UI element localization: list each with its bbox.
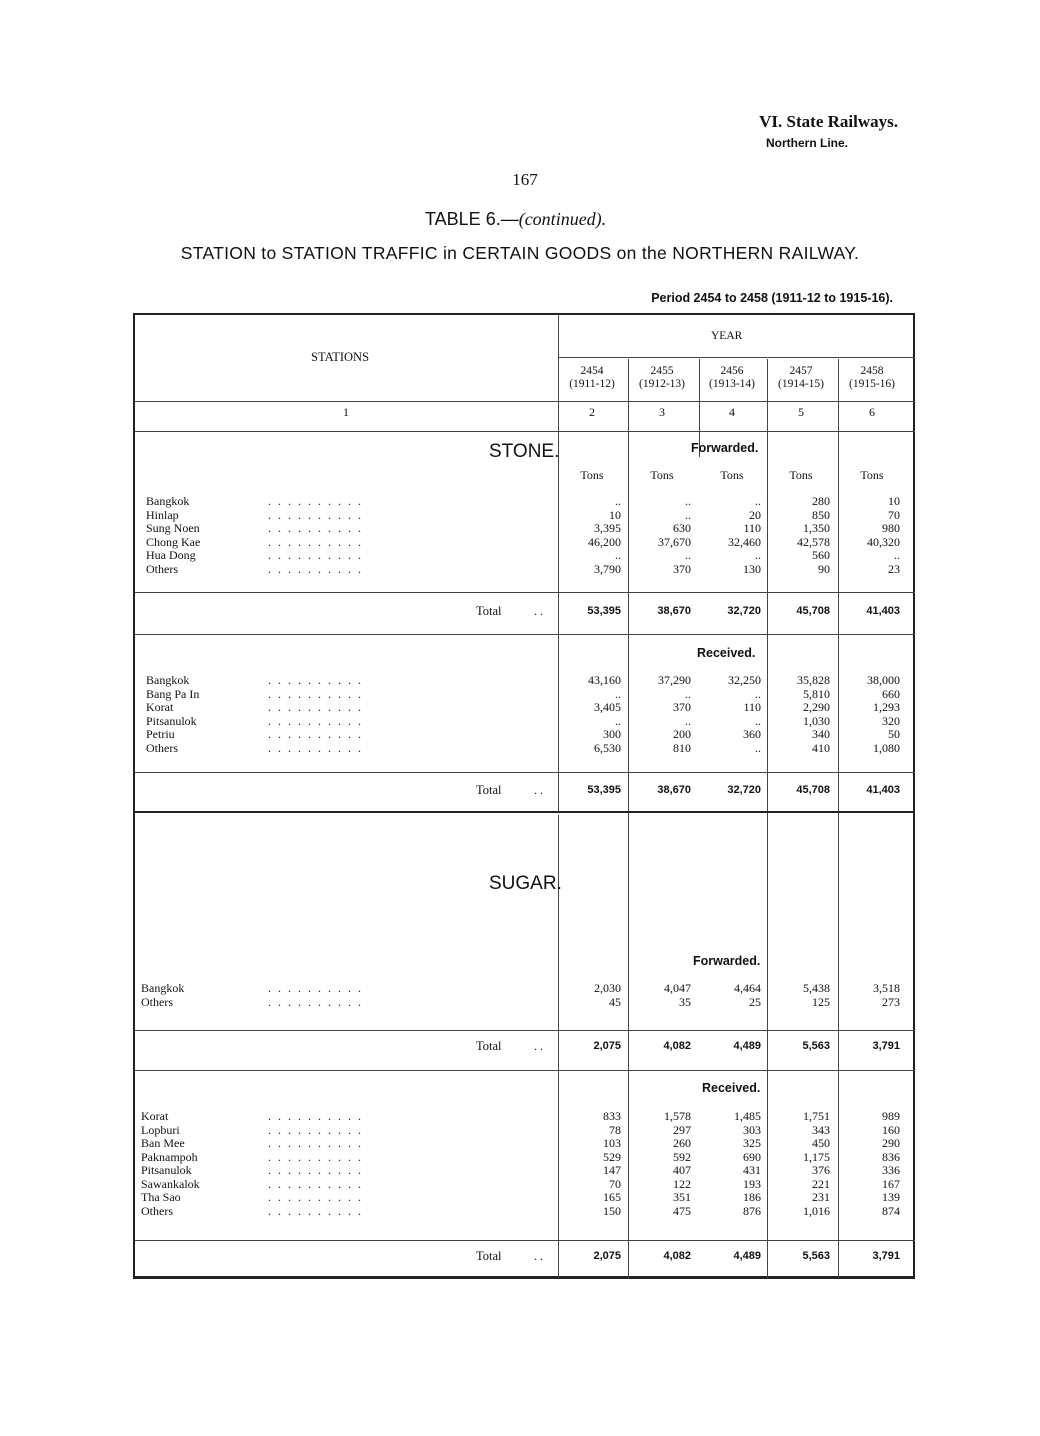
values-2457 xyxy=(762,982,830,1009)
leader-dots xyxy=(268,1110,363,1218)
station-name: Petriu xyxy=(146,727,175,741)
station-name: Sung Noen xyxy=(146,521,200,535)
cell: .. xyxy=(755,740,761,755)
total-label: Total xyxy=(476,783,502,797)
cell: 340 xyxy=(812,727,830,741)
year-ad-1915: (1915-16) xyxy=(849,378,895,390)
cell: 37,670 xyxy=(658,534,691,549)
year-be-2456: 2456 xyxy=(720,365,744,377)
values-2456 xyxy=(693,674,761,755)
total-cell: 2,075 xyxy=(593,1040,621,1052)
total-cell: 45,708 xyxy=(796,605,830,617)
column-number-6: 6 xyxy=(869,405,875,419)
leader-dots-row: . . . . . . . . . . xyxy=(268,727,363,741)
cell: 690 xyxy=(743,1149,761,1164)
station-list xyxy=(146,674,199,755)
total-cell: 45,708 xyxy=(796,784,830,796)
cell: 5,438 xyxy=(803,981,830,995)
row-rule xyxy=(558,357,915,358)
cell: 45 xyxy=(609,994,621,1009)
cell: 2,290 xyxy=(803,700,830,714)
total-cell: 4,082 xyxy=(663,1040,691,1052)
cell: 290 xyxy=(882,1136,900,1150)
cell: 450 xyxy=(812,1136,830,1150)
leader-dots-row: . . . . . . . . . . xyxy=(268,981,363,995)
cell: 370 xyxy=(673,561,691,576)
leader-dots-row: . . . . . . . . . . xyxy=(268,713,363,728)
total-cell: 32,720 xyxy=(727,605,761,617)
unit-label: Tons xyxy=(789,468,813,482)
leader-dots-row: . . . . . . . . . . xyxy=(268,561,363,576)
cell: 343 xyxy=(812,1122,830,1137)
year-be-2457: 2457 xyxy=(789,365,813,377)
total-cell: 53,395 xyxy=(587,784,621,796)
cell: .. xyxy=(615,686,621,701)
cell: 989 xyxy=(882,1109,900,1123)
cell: .. xyxy=(685,713,691,728)
row-rule xyxy=(135,772,915,773)
cell: 1,030 xyxy=(803,713,830,728)
values-2454 xyxy=(553,674,621,755)
station-name: Others xyxy=(146,740,178,755)
year-be-2458: 2458 xyxy=(860,365,884,377)
cell: 110 xyxy=(743,700,761,714)
row-rule xyxy=(135,1030,915,1031)
sugar-section-title: SUGAR. xyxy=(489,873,562,894)
column-number-2: 2 xyxy=(589,405,595,419)
leader-dots-row: . . . . . . . . . . xyxy=(268,534,363,549)
period-label: Period 2454 to 2458 (1911-12 to 1915-16). xyxy=(651,291,893,305)
values-2454 xyxy=(553,1110,621,1218)
cell: 630 xyxy=(673,521,691,535)
sugar-received-label: Received. xyxy=(702,1081,761,1095)
cell: 10 xyxy=(609,507,621,522)
cell: 850 xyxy=(812,507,830,522)
cell: 376 xyxy=(812,1163,830,1177)
total-cell: 4,082 xyxy=(663,1250,691,1262)
year-header: YEAR xyxy=(711,330,743,342)
column-number-3: 3 xyxy=(659,405,665,419)
cell: 407 xyxy=(673,1163,691,1177)
cell: 431 xyxy=(743,1163,761,1177)
cell: 231 xyxy=(812,1190,830,1204)
row-rule xyxy=(135,431,915,432)
section-title: VI. State Railways. xyxy=(759,112,898,131)
station-name: Others xyxy=(141,1203,173,1218)
table-title-continued: (continued). xyxy=(518,209,607,229)
column-number-1: 1 xyxy=(343,405,349,419)
values-2454 xyxy=(553,982,621,1009)
cell: 4,464 xyxy=(734,981,761,995)
cell: 38,000 xyxy=(867,673,900,687)
total-label: Total xyxy=(476,1249,502,1263)
cell: .. xyxy=(685,494,691,508)
cell: 560 xyxy=(812,548,830,562)
leader-dots-row: . . . . . . . . . . xyxy=(268,494,363,508)
cell: .. xyxy=(685,686,691,701)
row-rule xyxy=(135,1240,915,1241)
station-name: Bangkok xyxy=(146,494,190,508)
cell: 50 xyxy=(888,727,900,741)
table-heading: STATION to STATION TRAFFIC in CERTAIN GOODS on the NORTHERN RAILWAY. xyxy=(180,243,860,263)
cell: 303 xyxy=(743,1122,761,1137)
cell: 70 xyxy=(609,1176,621,1191)
cell: 592 xyxy=(673,1149,691,1164)
total-cell: 2,075 xyxy=(593,1250,621,1262)
cell: 336 xyxy=(882,1163,900,1177)
cell: 23 xyxy=(888,561,900,576)
leader-dots-row: . . . . . . . . . . xyxy=(268,1190,363,1204)
cell: 103 xyxy=(603,1136,621,1150)
station-name: Sawankalok xyxy=(141,1176,200,1191)
cell: .. xyxy=(894,548,900,562)
cell: 5,810 xyxy=(803,686,830,701)
cell: 810 xyxy=(673,740,691,755)
stations-header: STATIONS xyxy=(311,350,370,364)
station-name: Ban Mee xyxy=(141,1136,185,1150)
cell: 1,485 xyxy=(734,1109,761,1123)
cell: 90 xyxy=(818,561,830,576)
cell: 297 xyxy=(673,1122,691,1137)
cell: 122 xyxy=(673,1176,691,1191)
total-cell: 5,563 xyxy=(802,1040,830,1052)
cell: 221 xyxy=(812,1176,830,1191)
cell: 46,200 xyxy=(588,534,621,549)
cell: 43,160 xyxy=(588,673,621,687)
values-2458 xyxy=(832,982,900,1009)
cell: 360 xyxy=(743,727,761,741)
subsection-title: Northern Line. xyxy=(765,136,848,150)
cell: .. xyxy=(615,713,621,728)
stone-received-label: Received. xyxy=(697,646,756,660)
station-name: Korat xyxy=(141,1109,169,1123)
values-2457 xyxy=(762,1110,830,1218)
values-2456 xyxy=(693,495,761,576)
leader-dots-row: . . . . . . . . . . xyxy=(268,1122,363,1137)
leader-dots-row: . . . . . . . . . . xyxy=(268,686,363,701)
values-2458 xyxy=(832,1110,900,1218)
total-cell: 41,403 xyxy=(866,784,900,796)
cell: 4,047 xyxy=(664,981,691,995)
cell: 1,293 xyxy=(873,700,900,714)
leader-dots-row: . . . . . . . . . . xyxy=(268,700,363,714)
cell: 167 xyxy=(882,1176,900,1191)
cell: 200 xyxy=(673,727,691,741)
cell: 260 xyxy=(673,1136,691,1150)
cell: 125 xyxy=(812,994,830,1009)
station-name: Pitsanulok xyxy=(141,1163,192,1177)
year-ad-1912: (1912-13) xyxy=(639,378,685,390)
cell: 351 xyxy=(673,1190,691,1204)
total-dots: . . xyxy=(534,783,543,797)
leader-dots-row: . . . . . . . . . . xyxy=(268,1149,363,1164)
row-rule xyxy=(135,401,915,402)
cell: 876 xyxy=(743,1203,761,1218)
total-cell: 32,720 xyxy=(727,784,761,796)
values-2455 xyxy=(623,982,691,1009)
sugar-forwarded-label: Forwarded. xyxy=(693,954,761,968)
cell: 320 xyxy=(882,713,900,728)
cell: 370 xyxy=(673,700,691,714)
cell: 1,578 xyxy=(664,1109,691,1123)
total-cell: 38,670 xyxy=(657,784,691,796)
total-dots: . . xyxy=(534,1039,543,1053)
total-cell: 53,395 xyxy=(587,605,621,617)
cell: 1,016 xyxy=(803,1203,830,1218)
total-cell: 38,670 xyxy=(657,605,691,617)
cell: .. xyxy=(755,494,761,508)
cell: 273 xyxy=(882,994,900,1009)
leader-dots-row: . . . . . . . . . . xyxy=(268,740,363,755)
cell: 300 xyxy=(603,727,621,741)
unit-label: Tons xyxy=(860,468,884,482)
cell: 40,320 xyxy=(867,534,900,549)
station-name: Hua Dong xyxy=(146,548,196,562)
values-2456 xyxy=(693,1110,761,1218)
cell: 147 xyxy=(603,1163,621,1177)
cell: 410 xyxy=(812,740,830,755)
cell: 325 xyxy=(743,1136,761,1150)
year-ad-1914: (1914-15) xyxy=(778,378,824,390)
station-list xyxy=(141,982,184,1009)
station-name: Bang Pa In xyxy=(146,686,200,701)
cell: .. xyxy=(685,507,691,522)
values-2456 xyxy=(693,982,761,1009)
cell: 160 xyxy=(882,1122,900,1137)
leader-dots-row: . . . . . . . . . . xyxy=(268,673,363,687)
table-title-label: TABLE 6.— xyxy=(425,209,519,229)
station-name: Others xyxy=(146,561,178,576)
leader-dots-row: . . . . . . . . . . xyxy=(268,1136,363,1150)
cell: 186 xyxy=(743,1190,761,1204)
cell: 836 xyxy=(882,1149,900,1164)
cell: 35,828 xyxy=(797,673,830,687)
station-name: Tha Sao xyxy=(141,1190,181,1204)
values-2455 xyxy=(623,495,691,576)
cell: 130 xyxy=(743,561,761,576)
cell: 980 xyxy=(882,521,900,535)
values-2458 xyxy=(832,495,900,576)
row-rule xyxy=(135,1070,915,1071)
cell: 280 xyxy=(812,494,830,508)
unit-label: Tons xyxy=(580,468,604,482)
year-be-2455: 2455 xyxy=(650,365,674,377)
cell: 70 xyxy=(888,507,900,522)
cell: 42,578 xyxy=(797,534,830,549)
leader-dots-row: . . . . . . . . . . xyxy=(268,1176,363,1191)
station-name: Korat xyxy=(146,700,174,714)
cell: 1,751 xyxy=(803,1109,830,1123)
station-name: Lopburi xyxy=(141,1122,180,1137)
cell: .. xyxy=(755,686,761,701)
column-number-5: 5 xyxy=(798,405,804,419)
station-name: Chong Kae xyxy=(146,534,201,549)
leader-dots-row: . . . . . . . . . . xyxy=(268,994,363,1009)
total-cell: 3,791 xyxy=(872,1040,900,1052)
total-cell: 3,791 xyxy=(872,1250,900,1262)
total-cell: 41,403 xyxy=(866,605,900,617)
cell: 32,250 xyxy=(728,673,761,687)
station-name: Paknampoh xyxy=(141,1149,198,1164)
leader-dots xyxy=(268,982,363,1009)
values-2457 xyxy=(762,495,830,576)
cell: .. xyxy=(615,548,621,562)
cell: 529 xyxy=(603,1149,621,1164)
cell: 1,175 xyxy=(803,1149,830,1164)
year-be-2454: 2454 xyxy=(580,365,604,377)
cell: .. xyxy=(755,713,761,728)
leader-dots xyxy=(268,495,363,576)
year-ad-1913: (1913-14) xyxy=(709,378,755,390)
values-2454 xyxy=(553,495,621,576)
cell: 25 xyxy=(749,994,761,1009)
cell: 37,290 xyxy=(658,673,691,687)
cell: .. xyxy=(755,548,761,562)
cell: 1,080 xyxy=(873,740,900,755)
cell: 3,405 xyxy=(594,700,621,714)
cell: 165 xyxy=(603,1190,621,1204)
stone-forwarded-label: Forwarded. xyxy=(691,441,759,455)
cell: 874 xyxy=(882,1203,900,1218)
cell: 78 xyxy=(609,1122,621,1137)
leader-dots xyxy=(268,674,363,755)
station-name: Hinlap xyxy=(146,507,179,522)
values-2455 xyxy=(623,674,691,755)
column-number-4: 4 xyxy=(729,405,735,419)
total-dots: . . xyxy=(534,604,543,618)
cell: 110 xyxy=(743,521,761,535)
values-2455 xyxy=(623,1110,691,1218)
total-cell: 5,563 xyxy=(802,1250,830,1262)
leader-dots-row: . . . . . . . . . . xyxy=(268,548,363,562)
cell: .. xyxy=(685,548,691,562)
stone-section-title: STONE. xyxy=(489,441,560,462)
cell: 32,460 xyxy=(728,534,761,549)
cell: 150 xyxy=(603,1203,621,1218)
cell: 2,030 xyxy=(594,981,621,995)
unit-label: Tons xyxy=(720,468,744,482)
cell: .. xyxy=(615,494,621,508)
cell: 833 xyxy=(603,1109,621,1123)
row-rule xyxy=(135,592,915,593)
cell: 660 xyxy=(882,686,900,701)
page-number: 167 xyxy=(512,170,538,189)
unit-label: Tons xyxy=(650,468,674,482)
station-name: Pitsanulok xyxy=(146,713,197,728)
station-list xyxy=(146,495,200,576)
cell: 3,518 xyxy=(873,981,900,995)
cell: 475 xyxy=(673,1203,691,1218)
section-rule xyxy=(135,811,915,813)
total-label: Total xyxy=(476,1039,502,1053)
leader-dots-row: . . . . . . . . . . xyxy=(268,1203,363,1218)
values-2457 xyxy=(762,674,830,755)
total-cell: 4,489 xyxy=(733,1040,761,1052)
year-ad-1911: (1911-12) xyxy=(569,378,615,390)
cell: 20 xyxy=(749,507,761,522)
leader-dots-row: . . . . . . . . . . xyxy=(268,1163,363,1177)
station-list xyxy=(141,1110,200,1218)
leader-dots-row: . . . . . . . . . . xyxy=(268,521,363,535)
cell: 1,350 xyxy=(803,521,830,535)
total-cell: 4,489 xyxy=(733,1250,761,1262)
cell: 139 xyxy=(882,1190,900,1204)
cell: 3,790 xyxy=(594,561,621,576)
total-dots: . . xyxy=(534,1249,543,1263)
leader-dots-row: . . . . . . . . . . xyxy=(268,1109,363,1123)
cell: 10 xyxy=(888,494,900,508)
station-name: Bangkok xyxy=(141,981,185,995)
cell: 6,530 xyxy=(594,740,621,755)
values-2458 xyxy=(832,674,900,755)
cell: 3,395 xyxy=(594,521,621,535)
total-label: Total xyxy=(476,604,502,618)
cell: 193 xyxy=(743,1176,761,1191)
leader-dots-row: . . . . . . . . . . xyxy=(268,507,363,522)
row-rule xyxy=(135,634,915,635)
station-name: Bangkok xyxy=(146,673,190,687)
table-title xyxy=(425,209,606,230)
cell: 35 xyxy=(679,994,691,1009)
station-name: Others xyxy=(141,994,173,1009)
